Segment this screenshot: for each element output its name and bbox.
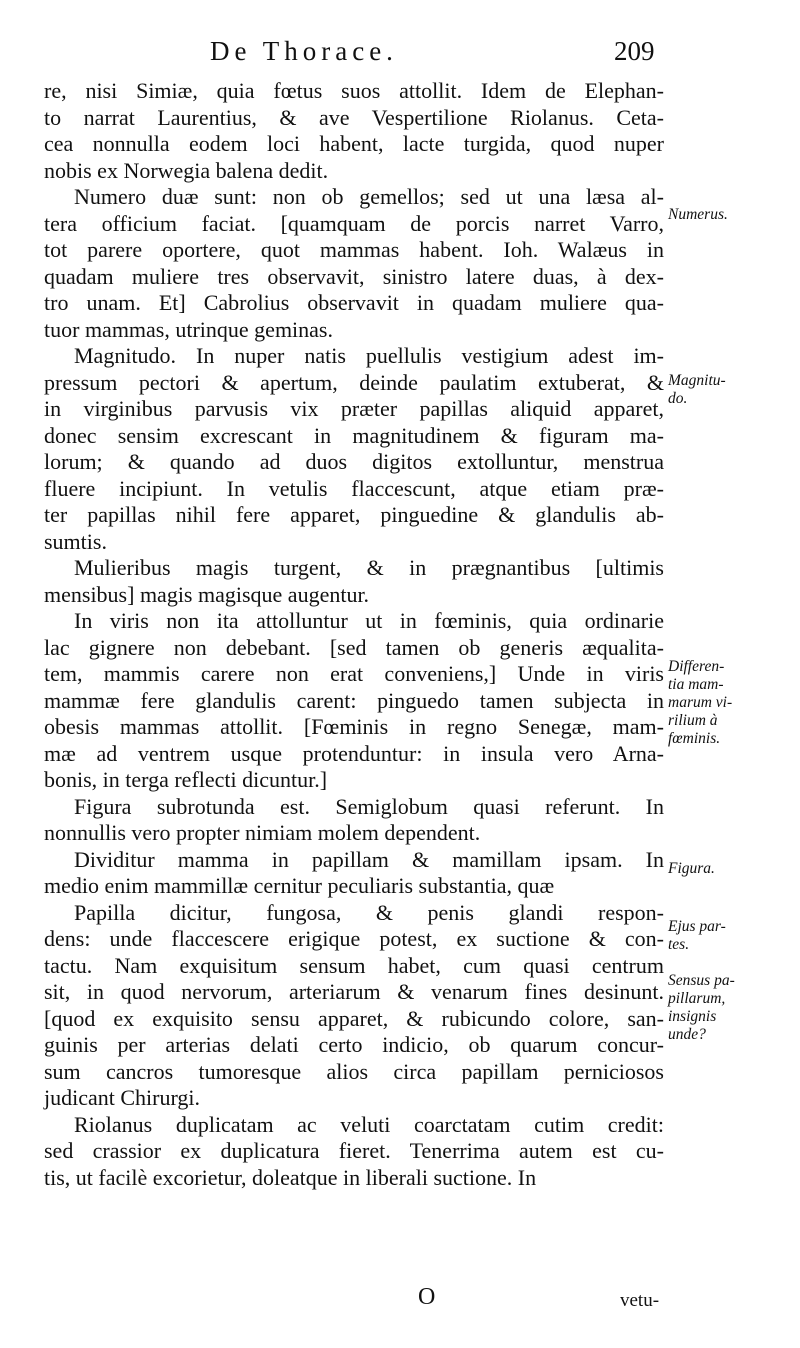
text-line: bonis, in terga reflecti dicuntur.]: [44, 767, 328, 792]
margin-note-line: marum vi-: [668, 694, 733, 711]
text-line: donec sensim excrescant in magnitudinem & figuram ma-: [44, 422, 664, 448]
text-line: ter papillas nihil fere apparet, pinguedine & glandulis ab-: [44, 502, 664, 527]
text-line: lorum; & quando ad duos digitos extolluntur, menstrua: [44, 449, 664, 474]
text-line: mammæ fere glandulis carent: pinguedo tamen subjecta in: [44, 687, 664, 713]
text-line: medio enim mammillæ cernitur peculiaris substantia, quæ: [44, 873, 555, 898]
text-line: tro unam. Et] Cabrolius observavit in quadam muliere qua-: [44, 290, 664, 315]
paragraph: [44, 608, 664, 794]
text-line: nonnullis vero propter nimiam molem dependent.: [44, 820, 481, 845]
text-line: Numero duæ sunt: non ob gemellos; sed ut una læsa al-: [74, 184, 664, 209]
text-line: sit, in quod nervorum, arteriarum & venarum fines desinunt.: [44, 979, 664, 1004]
margin-notes: [668, 0, 796, 1348]
text-line: Figura subrotunda est. Semiglobum quasi referunt. In: [74, 793, 664, 819]
paragraph: [44, 555, 664, 608]
text-line: pressum pectori & apertum, deinde paulatim extuberat, &: [44, 369, 664, 395]
text-line: guinis per arterias delati certo indicio, ob quarum concur-: [44, 1032, 664, 1057]
page-number: 209: [614, 36, 655, 66]
catchword: vetu-: [620, 1290, 660, 1311]
margin-note: [668, 372, 794, 408]
text-line: cea nonnulla eodem loci habent, lacte turgida, quod nuper: [44, 131, 664, 156]
margin-note: [668, 658, 794, 748]
paragraph: [44, 847, 664, 900]
paragraph: [44, 794, 664, 847]
text-line: tera officium faciat. [quamquam de porcis narret Varro,: [44, 210, 664, 236]
text-line: tis, ut facilè excorietur, doleatque in liberali suctione. In: [44, 1164, 537, 1190]
margin-note-line: Magnitu-: [668, 372, 726, 389]
paragraph: [44, 78, 664, 184]
margin-note-line: insignis: [668, 1008, 717, 1025]
text-line: tactu. Nam exquisitum sensum habet, cum quasi centrum: [44, 952, 664, 978]
paragraph: [44, 1112, 664, 1192]
text-line: fluere incipiunt. In vetulis flaccescunt, atque etiam præ-: [44, 475, 664, 501]
text-line: tem, mammis carere non erat conveniens,] Unde in viris: [44, 661, 664, 686]
margin-note-line: Figura.: [668, 860, 715, 877]
text-line: sum cancros tumoresque alios circa papillam perniciosos: [44, 1058, 664, 1084]
margin-note-line: do.: [668, 390, 688, 407]
text-line: mensibus] magis magisque augentur.: [44, 581, 370, 607]
text-line: dens: unde flaccescere erigique potest, ex suctione & con-: [44, 926, 664, 951]
text-line: quadam muliere tres observavit, sinistro latere duas, à dex-: [44, 263, 664, 289]
body-text: [44, 78, 664, 1191]
text-line: judicant Chirurgi.: [44, 1085, 201, 1110]
margin-note-line: unde?: [668, 1026, 706, 1043]
text-line: re, nisi Simiæ, quia fœtus suos attollit. Idem de Elephan-: [44, 78, 664, 103]
margin-note-line: Sensus pa-: [668, 972, 735, 989]
text-line: lac gignere non debebant. [sed tamen ob generis æqualita-: [44, 634, 664, 660]
text-line: In viris non ita attolluntur ut in fœminis, quia ordinarie: [74, 608, 664, 633]
text-line: sed crassior ex duplicatura fieret. Tenerrima autem est cu-: [44, 1138, 664, 1163]
margin-note: [668, 918, 794, 954]
text-line: Mulieribus magis turgent, & in prægnantibus [ultimis: [74, 555, 664, 580]
signature-mark: O: [418, 1284, 436, 1310]
margin-note-line: tia mam-: [668, 676, 724, 693]
text-line: tot parere oportere, quot mammas habent. Ioh. Walæus in: [44, 237, 664, 262]
margin-note-line: rilium à: [668, 712, 718, 729]
margin-note: [668, 206, 794, 224]
margin-note: [668, 860, 794, 878]
text-line: Riolanus duplicatam ac veluti coarctatam cutim credit:: [74, 1111, 664, 1137]
paragraph: [44, 900, 664, 1112]
text-line: to narrat Laurentius, & ave Vespertilione Riolanus. Ceta-: [44, 104, 664, 130]
running-head: De Thorace.: [210, 36, 398, 66]
margin-note: [668, 972, 794, 1044]
text-line: Dividitur mamma in papillam & mamillam ipsam. In: [74, 846, 664, 872]
text-line: tuor mammas, utrinque geminas.: [44, 316, 333, 342]
margin-note-line: fœminis.: [668, 730, 721, 747]
text-line: in virginibus parvusis vix præter papillas aliquid apparet,: [44, 396, 664, 421]
text-line: Papilla dicitur, fungosa, & penis glandi respon-: [74, 899, 664, 925]
text-line: sumtis.: [44, 528, 107, 554]
page-footer: [0, 1284, 800, 1324]
paragraph: [44, 184, 664, 343]
text-line: obesis mammas attollit. [Fœminis in regno Senegæ, mam-: [44, 714, 664, 739]
margin-note-line: tes.: [668, 936, 690, 953]
text-line: Magnitudo. In nuper natis puellulis vestigium adest im-: [74, 343, 664, 368]
margin-note-line: Differen-: [668, 658, 725, 675]
text-line: [quod ex exquisito sensu apparet, & rubicundo colore, san-: [44, 1005, 664, 1031]
text-line: mæ ad ventrem usque protenduntur: in insula vero Arna-: [44, 740, 664, 766]
paragraph: [44, 343, 664, 555]
margin-note-line: Numerus.: [668, 206, 728, 223]
margin-note-line: Ejus par-: [668, 918, 726, 935]
margin-note-line: pillarum,: [668, 990, 726, 1007]
text-line: nobis ex Norwegia balena dedit.: [44, 157, 329, 183]
